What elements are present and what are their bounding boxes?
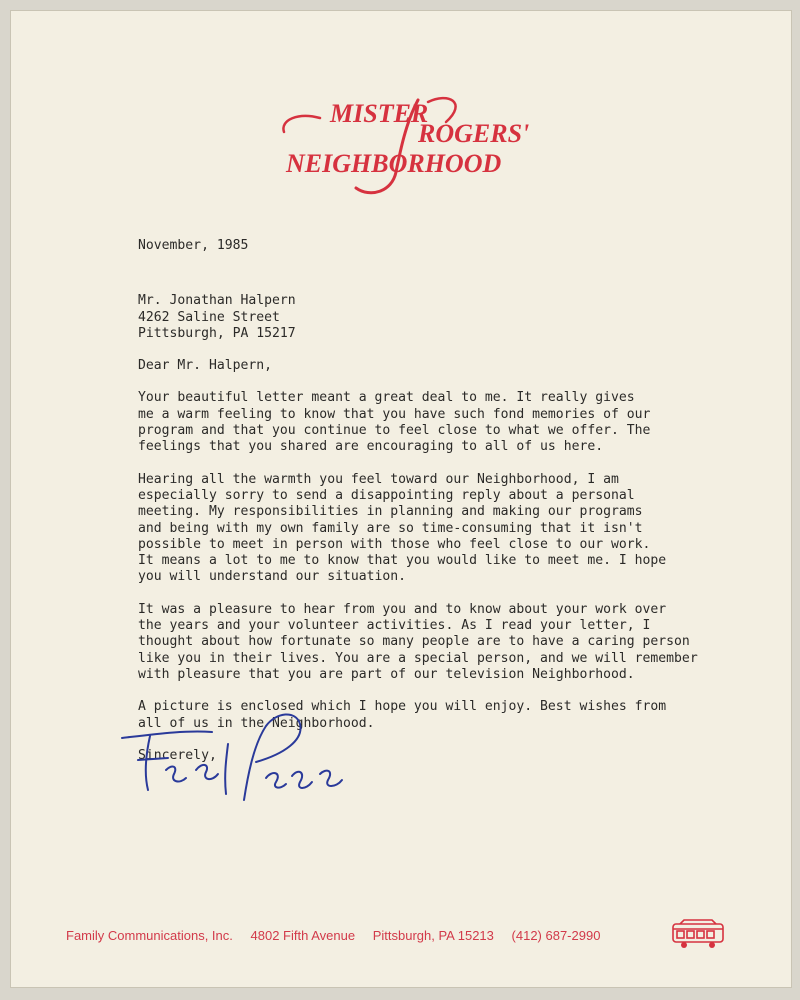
recipient-city: Pittsburgh, PA 15217 [138, 325, 296, 341]
letter-body [138, 238, 698, 764]
logo-line-1: MISTER [330, 99, 429, 128]
paragraph-2: Hearing all the warmth you feel toward our Neighborhood, I am especially sorry to send a disappointing reply about a personal meeting. My responsibilities in planning and making our programs and being with my own family are so time-consuming that it isn't possible to meet in person with those who feel close to our work. It means a lot to me to know that you would like to meet me. I hope you will understand our situation. [138, 471, 667, 585]
paragraph-3: It was a pleasure to hear from you and to know about your work over the years and your volunteer activities. As I read your letter, I thought about how fortunate so many people are to have a caring person like you in their lives. You are a special person, and we will remember with pleasure that you are part of our television Neighborhood. [138, 601, 698, 682]
footer-address-line [66, 928, 626, 943]
recipient-street: 4262 Saline Street [138, 309, 280, 325]
signature [116, 704, 366, 834]
footer-phone: (412) 687-2990 [511, 928, 601, 943]
letter-page [10, 10, 792, 988]
trolley-icon [670, 918, 726, 950]
closing: Sincerely, [138, 747, 217, 763]
paragraph-1: Your beautiful letter meant a great deal to me. It really gives me a warm feeling to know that you have such fond memories of our program and that you continue to feel close to what we offer. The feelings that you shared are encouraging to all of us here. [138, 390, 651, 455]
recipient-address [138, 293, 698, 342]
salutation: Dear Mr. Halpern, [138, 358, 273, 374]
footer-city: Pittsburgh, PA 15213 [372, 928, 494, 943]
logo-line-2: ROGERS' [418, 119, 530, 148]
paragraph-4: A picture is enclosed which I hope you will enjoy. Best wishes from all of us in the Neighborhood. [138, 699, 667, 731]
logo-line-3: NEIGHBORHOOD [286, 149, 502, 178]
letter-date: November, 1985 [138, 238, 249, 253]
footer-street: 4802 Fifth Avenue [250, 928, 356, 943]
recipient-name: Mr. Jonathan Halpern [138, 293, 296, 309]
footer-company: Family Communications, Inc. [66, 928, 233, 943]
letterhead-logo [278, 92, 538, 204]
